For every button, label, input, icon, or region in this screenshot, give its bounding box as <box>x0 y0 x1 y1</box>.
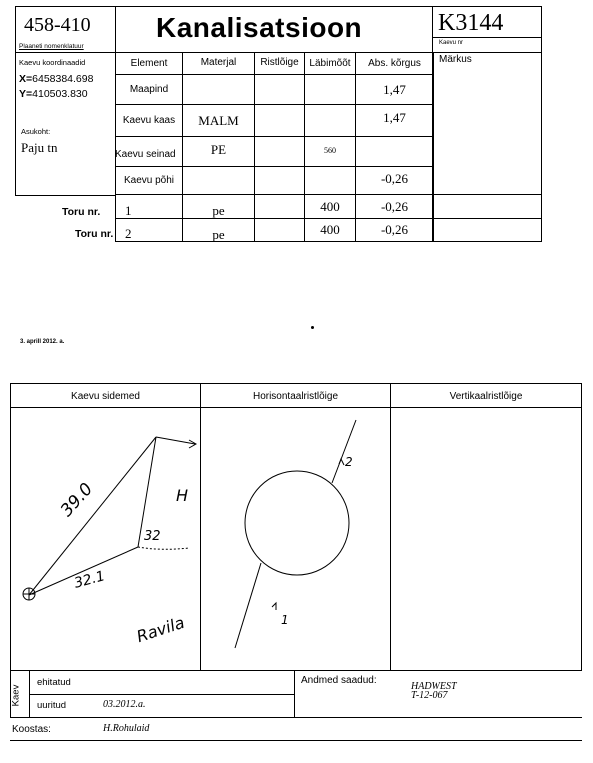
col-header-cross: Ristlõige <box>260 57 299 68</box>
panel-title-connections: Kaevu sidemed <box>71 391 140 402</box>
pipe-material: pe <box>212 203 225 218</box>
sketch-length-1: 39.0 <box>56 479 98 521</box>
coords-label: Kaevu koordinaadid <box>19 58 86 67</box>
row-element: Maapind <box>129 84 169 95</box>
data-source-line2: T-12-067 <box>411 690 448 701</box>
location-value: Paju tn <box>21 140 58 155</box>
built-label: ehitatud <box>37 677 71 688</box>
sketch-number: 32 <box>144 529 161 544</box>
col-header-element: Element <box>130 58 168 69</box>
location-label: Asukoht: <box>21 127 51 136</box>
col-header-notes: Märkus <box>439 54 472 65</box>
row-diameter: 560 <box>324 146 336 155</box>
pipe-label: Toru nr. <box>62 206 101 218</box>
kaev-label: Kaev <box>10 684 22 707</box>
stray-dot <box>311 326 314 329</box>
row-height: 1,47 <box>383 110 406 125</box>
sketch-h-mark: H <box>176 486 189 505</box>
well-id-label: Kaevu nr <box>439 40 464 46</box>
page-title: Kanalisatsioon <box>156 12 363 43</box>
map-number: 458-410 <box>24 14 91 36</box>
surveyed-label: uuritud <box>37 700 67 711</box>
panel-title-vertical: Vertikaalristlõige <box>449 391 523 402</box>
date-note: 3. aprill 2012. a. <box>20 339 65 345</box>
pipe-material: pe <box>212 227 225 242</box>
row-height: -0,26 <box>380 171 409 186</box>
data-source-label: Andmed saadud: <box>301 675 377 686</box>
pipe-number: 2 <box>125 226 132 241</box>
well-id: K3144 <box>438 10 504 36</box>
horizontal-section-drawing <box>201 408 390 670</box>
row-element: Kaevu kaas <box>122 115 176 126</box>
col-header-height: Abs. kõrgus <box>368 58 421 69</box>
section-mark-1: 1 <box>281 613 289 627</box>
row-element: Kaevu seinad <box>115 149 176 160</box>
pipe-diameter: 400 <box>320 222 340 237</box>
row-material: PE <box>210 142 227 157</box>
author-value: H.Rohulaid <box>103 723 150 734</box>
surveyed-value: 03.2012.a. <box>103 699 146 710</box>
coord-x: X=6458384.698 <box>19 73 94 85</box>
author-label: Koostas: <box>12 724 51 735</box>
row-height: 1,47 <box>383 82 406 97</box>
coord-y: Y=410503.830 <box>19 88 88 100</box>
sketch-street: Ravila <box>134 612 187 647</box>
row-element: Kaevu põhi <box>123 175 175 186</box>
sketch-length-2: 32.1 <box>72 568 107 592</box>
row-material: MALM <box>198 113 239 128</box>
data-source-line1: HADWEST <box>411 681 457 692</box>
pipe-height: -0,26 <box>380 199 409 214</box>
col-header-material: Materjal <box>200 57 237 68</box>
section-mark-2: 2 <box>345 455 353 469</box>
pipe-height: -0,26 <box>380 222 409 237</box>
panel-title-horizontal: Horisontaalristlõige <box>252 391 339 402</box>
pipe-diameter: 400 <box>320 199 340 214</box>
pipe-number: 1 <box>125 203 132 218</box>
col-header-diameter: Läbimõõt <box>309 58 351 69</box>
pipe-label: Toru nr. <box>75 228 114 240</box>
map-number-label: Plaaneti nomenklatuur <box>19 43 84 50</box>
